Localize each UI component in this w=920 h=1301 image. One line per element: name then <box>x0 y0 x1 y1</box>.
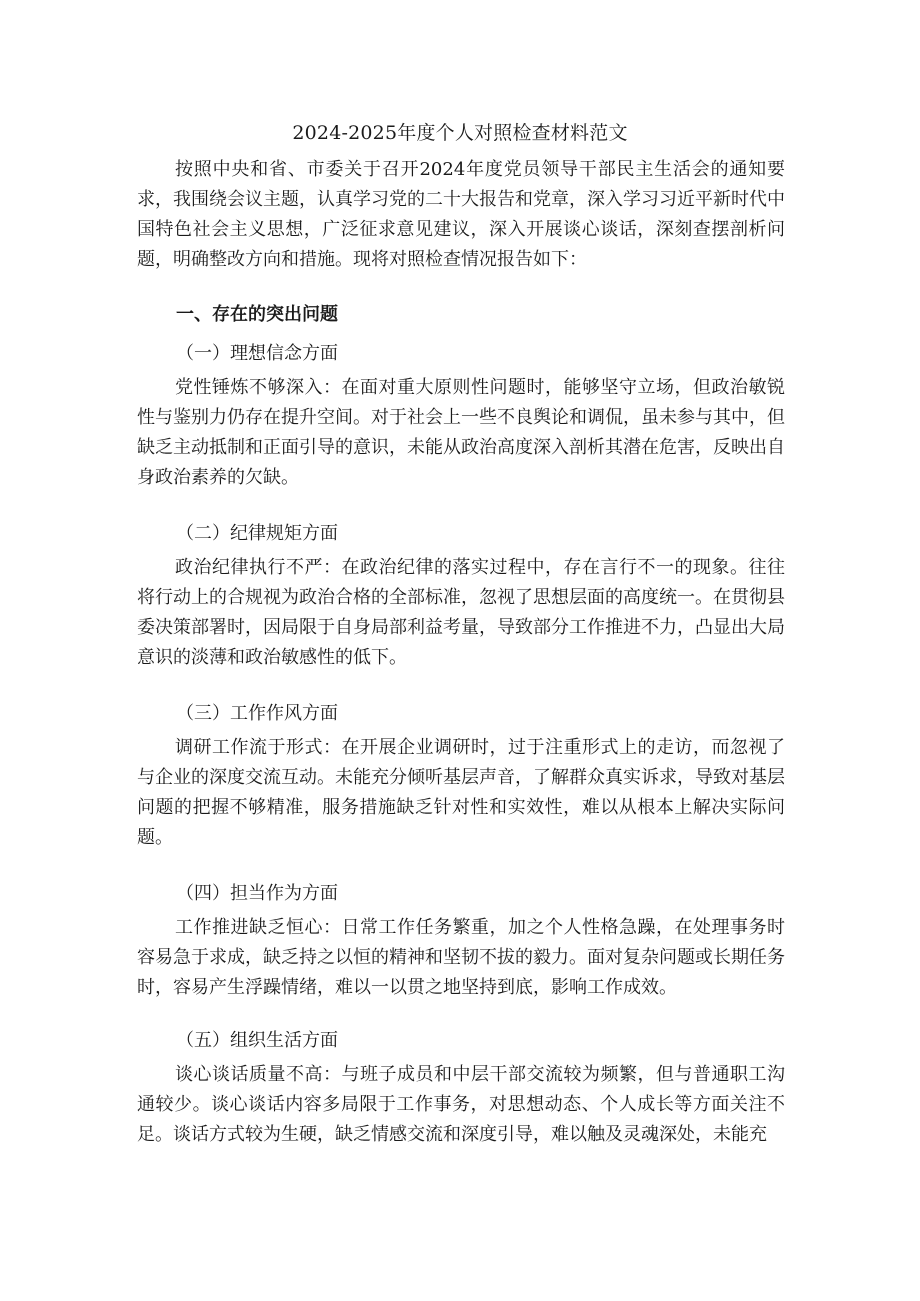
section-heading-problems: 一、存在的突出问题 <box>176 304 338 325</box>
subsection-heading-ideals: （一）理想信念方面 <box>176 343 338 364</box>
subsection-heading-organization: （五）组织生活方面 <box>176 1030 338 1051</box>
subsection-heading-discipline: （二）纪律规矩方面 <box>176 523 338 544</box>
intro-paragraph: 按照中央和省、市委关于召开2024年度党员领导干部民主生活会的通知要求，我围绕会议主题，认真学习党的二十大报告和党章，深入学习习近平新时代中国特色社会主义思想，广泛征求意见建议，深入开展谈心谈话，深刻查摆剖析问题，明确整改方向和措施。现将对照检查情况报告如下： <box>137 159 785 270</box>
document-title: 2024-2025年度个人对照检查材料范文 <box>292 122 628 144</box>
subsection-heading-responsibility: （四）担当作为方面 <box>176 883 338 904</box>
subsection-body-responsibility: 工作推进缺乏恒心：日常工作任务繁重，加之个人性格急躁，在处理事务时容易急于求成，缺乏持之以恒的精神和坚韧不拔的毅力。面对复杂问题或长期任务时，容易产生浮躁情绪，难以一以贯之地坚持到底，影响工作成效。 <box>137 917 785 998</box>
subsection-heading-work-style: （三）工作作风方面 <box>176 703 338 724</box>
subsection-body-organization: 谈心谈话质量不高：与班子成员和中层干部交流较为频繁，但与普通职工沟通较少。谈心谈话内容多局限于工作事务，对思想动态、个人成长等方面关注不足。谈话方式较为生硬，缺乏情感交流和深度引导，难以触及灵魂深处，未能充 <box>137 1064 785 1145</box>
subsection-body-discipline: 政治纪律执行不严：在政治纪律的落实过程中，存在言行不一的现象。往往将行动上的合规视为政治合格的全部标准，忽视了思想层面的高度统一。在贯彻县委决策部署时，因局限于自身局部利益考量，导致部分工作推进不力，凸显出大局意识的淡薄和政治敏感性的低下。 <box>137 557 785 668</box>
subsection-body-ideals: 党性锤炼不够深入：在面对重大原则性问题时，能够坚守立场，但政治敏锐性与鉴别力仍存在提升空间。对于社会上一些不良舆论和调侃，虽未参与其中，但缺乏主动抵制和正面引导的意识，未能从政治高度深入剖析其潜在危害，反映出自身政治素养的欠缺。 <box>137 377 785 488</box>
subsection-body-work-style: 调研工作流于形式：在开展企业调研时，过于注重形式上的走访，而忽视了与企业的深度交流互动。未能充分倾听基层声音，了解群众真实诉求，导致对基层问题的把握不够精准，服务措施缺乏针对性和实效性，难以从根本上解决实际问题。 <box>137 737 785 848</box>
